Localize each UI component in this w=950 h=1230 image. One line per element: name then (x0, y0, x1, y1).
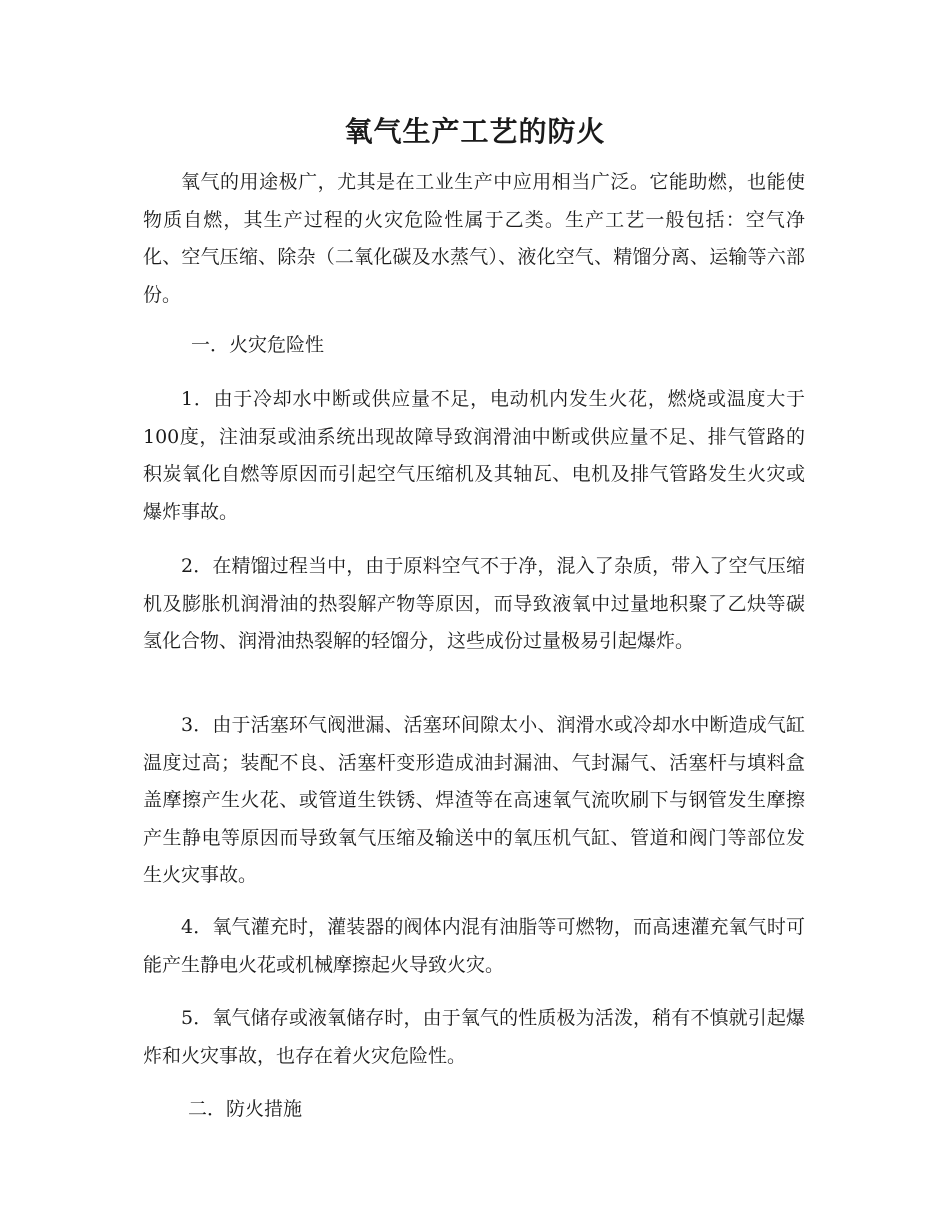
page-title: 氧气生产工艺的防火 (344, 115, 606, 148)
hazard-item-4: 4．氧气灌充时，灌装器的阀体内混有油脂等可燃物，而高速灌充氧气时可能产生静电火花或机械摩擦起火导致火灾。 (143, 916, 805, 976)
hazard-item-5: 5．氧气储存或液氧储存时，由于氧气的性质极为活泼，稍有不慎就引起爆炸和火灾事故，也存在着火灾危险性。 (143, 1007, 805, 1067)
hazard-item-3: 3．由于活塞环气阀泄漏、活塞环间隙太小、润滑水或冷却水中断造成气缸温度过高；装配不良、活塞杆变形造成油封漏油、气封漏气、活塞杆与填料盒盖摩擦产生火花、或管道生铁锈、焊渣等在高速氧气流吹刷下与钢管发生摩擦产生静电等原因而导致氧气压缩及输送中的氧压机气缸、管道和阀门等部位发生火灾事故。 (143, 714, 805, 886)
hazard-item-1: 1．由于冷却水中断或供应量不足，电动机内发生火花，燃烧或温度大于100度，注油泵或油系统出现故障导致润滑油中断或供应量不足、排气管路的积炭氧化自燃等原因而引起空气压缩机及其轴瓦、电机及排气管路发生火灾或爆炸事故。 (143, 388, 805, 523)
section-heading-fire-prevention: 二．防火措施 (188, 1098, 303, 1120)
hazard-item-2: 2．在精馏过程当中，由于原料空气不于净，混入了杂质，带入了空气压缩机及膨胀机润滑油的热裂解产物等原因，而导致液氧中过量地积聚了乙炔等碳氢化合物、润滑油热裂解的轻馏分，这些成份过量极易引起爆炸。 (143, 555, 805, 652)
section-heading-fire-hazard: 一．火灾危险性 (191, 334, 325, 356)
intro-paragraph: 氧气的用途极广，尤其是在工业生产中应用相当广泛。它能助燃，也能使物质自燃，其生产过程的火灾危险性属于乙类。生产工艺一般包括：空气净化、空气压缩、除杂（二氧化碳及水蒸气）、液化空气、精馏分离、运输等六部份。 (143, 171, 805, 306)
